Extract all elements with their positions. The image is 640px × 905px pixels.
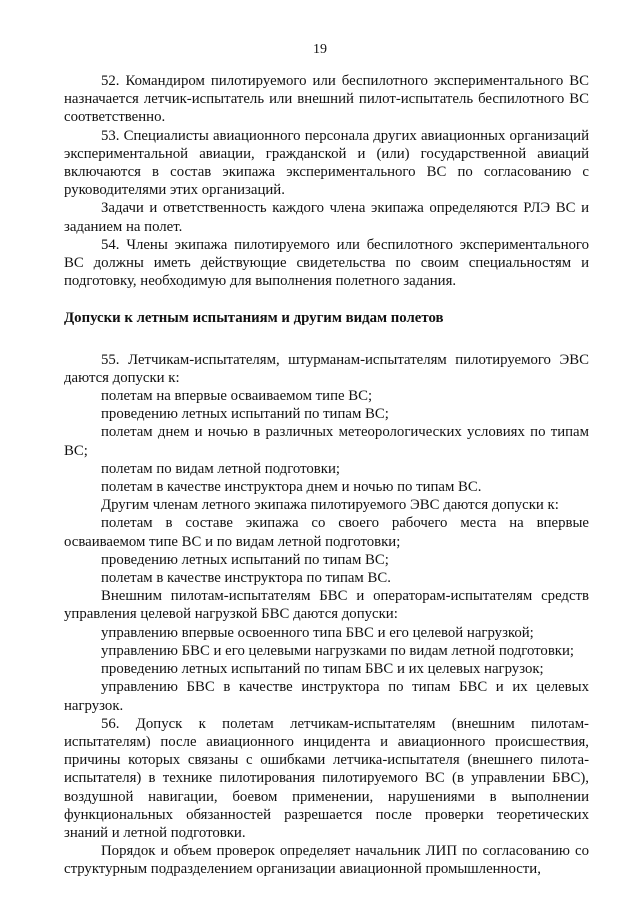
list-item: полетам в качестве инструктора днем и ночью по типам ВС. <box>101 479 482 496</box>
list-item: управлению впервые освоенного типа БВС и его целевой нагрузкой; <box>101 624 534 641</box>
list-item: проведению летных испытаний по типам ВС; <box>101 551 389 568</box>
paragraph-external-pilots: Внешним пилотам-испытателям БВС и операторам-испытателям средств управления целевой нагрузкой БВС даются допуски: <box>64 588 589 623</box>
paragraph-53: 53. Специалисты авиационного персонала других авиационных организаций экспериментальной авиации, гражданской и (или) государственной авиаций включаются в состав экипажа экспериментального ВС по согласованию с руководителями этих организаций. <box>64 127 589 199</box>
list-item: полетам днем и ночью в различных метеорологических условиях по типам ВС; <box>64 424 589 459</box>
paragraph-55: 55. Летчикам-испытателям, штурманам-испытателям пилотируемого ЭВС даются допуски к: <box>64 351 589 386</box>
list-item: проведению летных испытаний по типам ВС; <box>101 406 389 423</box>
paragraph-procedure: Порядок и объем проверок определяет начальник ЛИП по согласованию со структурным подразделением организации авиационной промышленности, <box>64 843 589 878</box>
paragraph-other-crew: Другим членам летного экипажа пилотируемого ЭВС даются допуски к: <box>101 497 559 514</box>
paragraph-56: 56. Допуск к полетам летчикам-испытателям (внешним пилотам-испытателям) после авиационного инцидента и авиационного происшествия, причины которых связаны с ошибками летчика-испытателя (внешнего пилота-испытателя) в технике пилотирования пилотируемого ВС (в управлении БВС), воздушной навигации, боевом применении, нарушениями в выполнении функциональных обязанностей разрешается после проверки теоретических знаний и летной подготовки. <box>64 715 589 841</box>
paragraph-54: 54. Члены экипажа пилотируемого или беспилотного экспериментального ВС должны иметь действующие свидетельства по своим специальностям и подготовку, необходимую для выполнения полетного задания. <box>64 236 589 290</box>
list-item: полетам на впервые осваиваемом типе ВС; <box>101 388 373 405</box>
page-number: 19 <box>313 42 327 57</box>
list-item: полетам по видам летной подготовки; <box>101 460 340 477</box>
list-item: проведению летных испытаний по типам БВС и их целевых нагрузок; <box>101 661 544 678</box>
list-item: полетам в составе экипажа со своего рабочего места на впервые осваиваемом типе ВС и по видам летной подготовки; <box>64 515 589 550</box>
paragraph-52: 52. Командиром пилотируемого или беспилотного экспериментального ВС назначается летчик-испытатель или внешний пилот-испытатель беспилотного ВС соответственно. <box>64 73 589 126</box>
list-item: управлению БВС и его целевыми нагрузками по видам летной подготовки; <box>101 642 575 659</box>
list-item: полетам в качестве инструктора по типам ВС. <box>101 570 391 587</box>
section-heading: Допуски к летным испытаниям и другим видам полетов <box>64 310 444 327</box>
list-item: управлению БВС в качестве инструктора по типам БВС и их целевых нагрузок. <box>64 679 589 714</box>
page-body <box>64 72 589 879</box>
paragraph-crew-duties: Задачи и ответственность каждого члена экипажа определяются РЛЭ ВС и заданием на полет. <box>64 200 589 235</box>
